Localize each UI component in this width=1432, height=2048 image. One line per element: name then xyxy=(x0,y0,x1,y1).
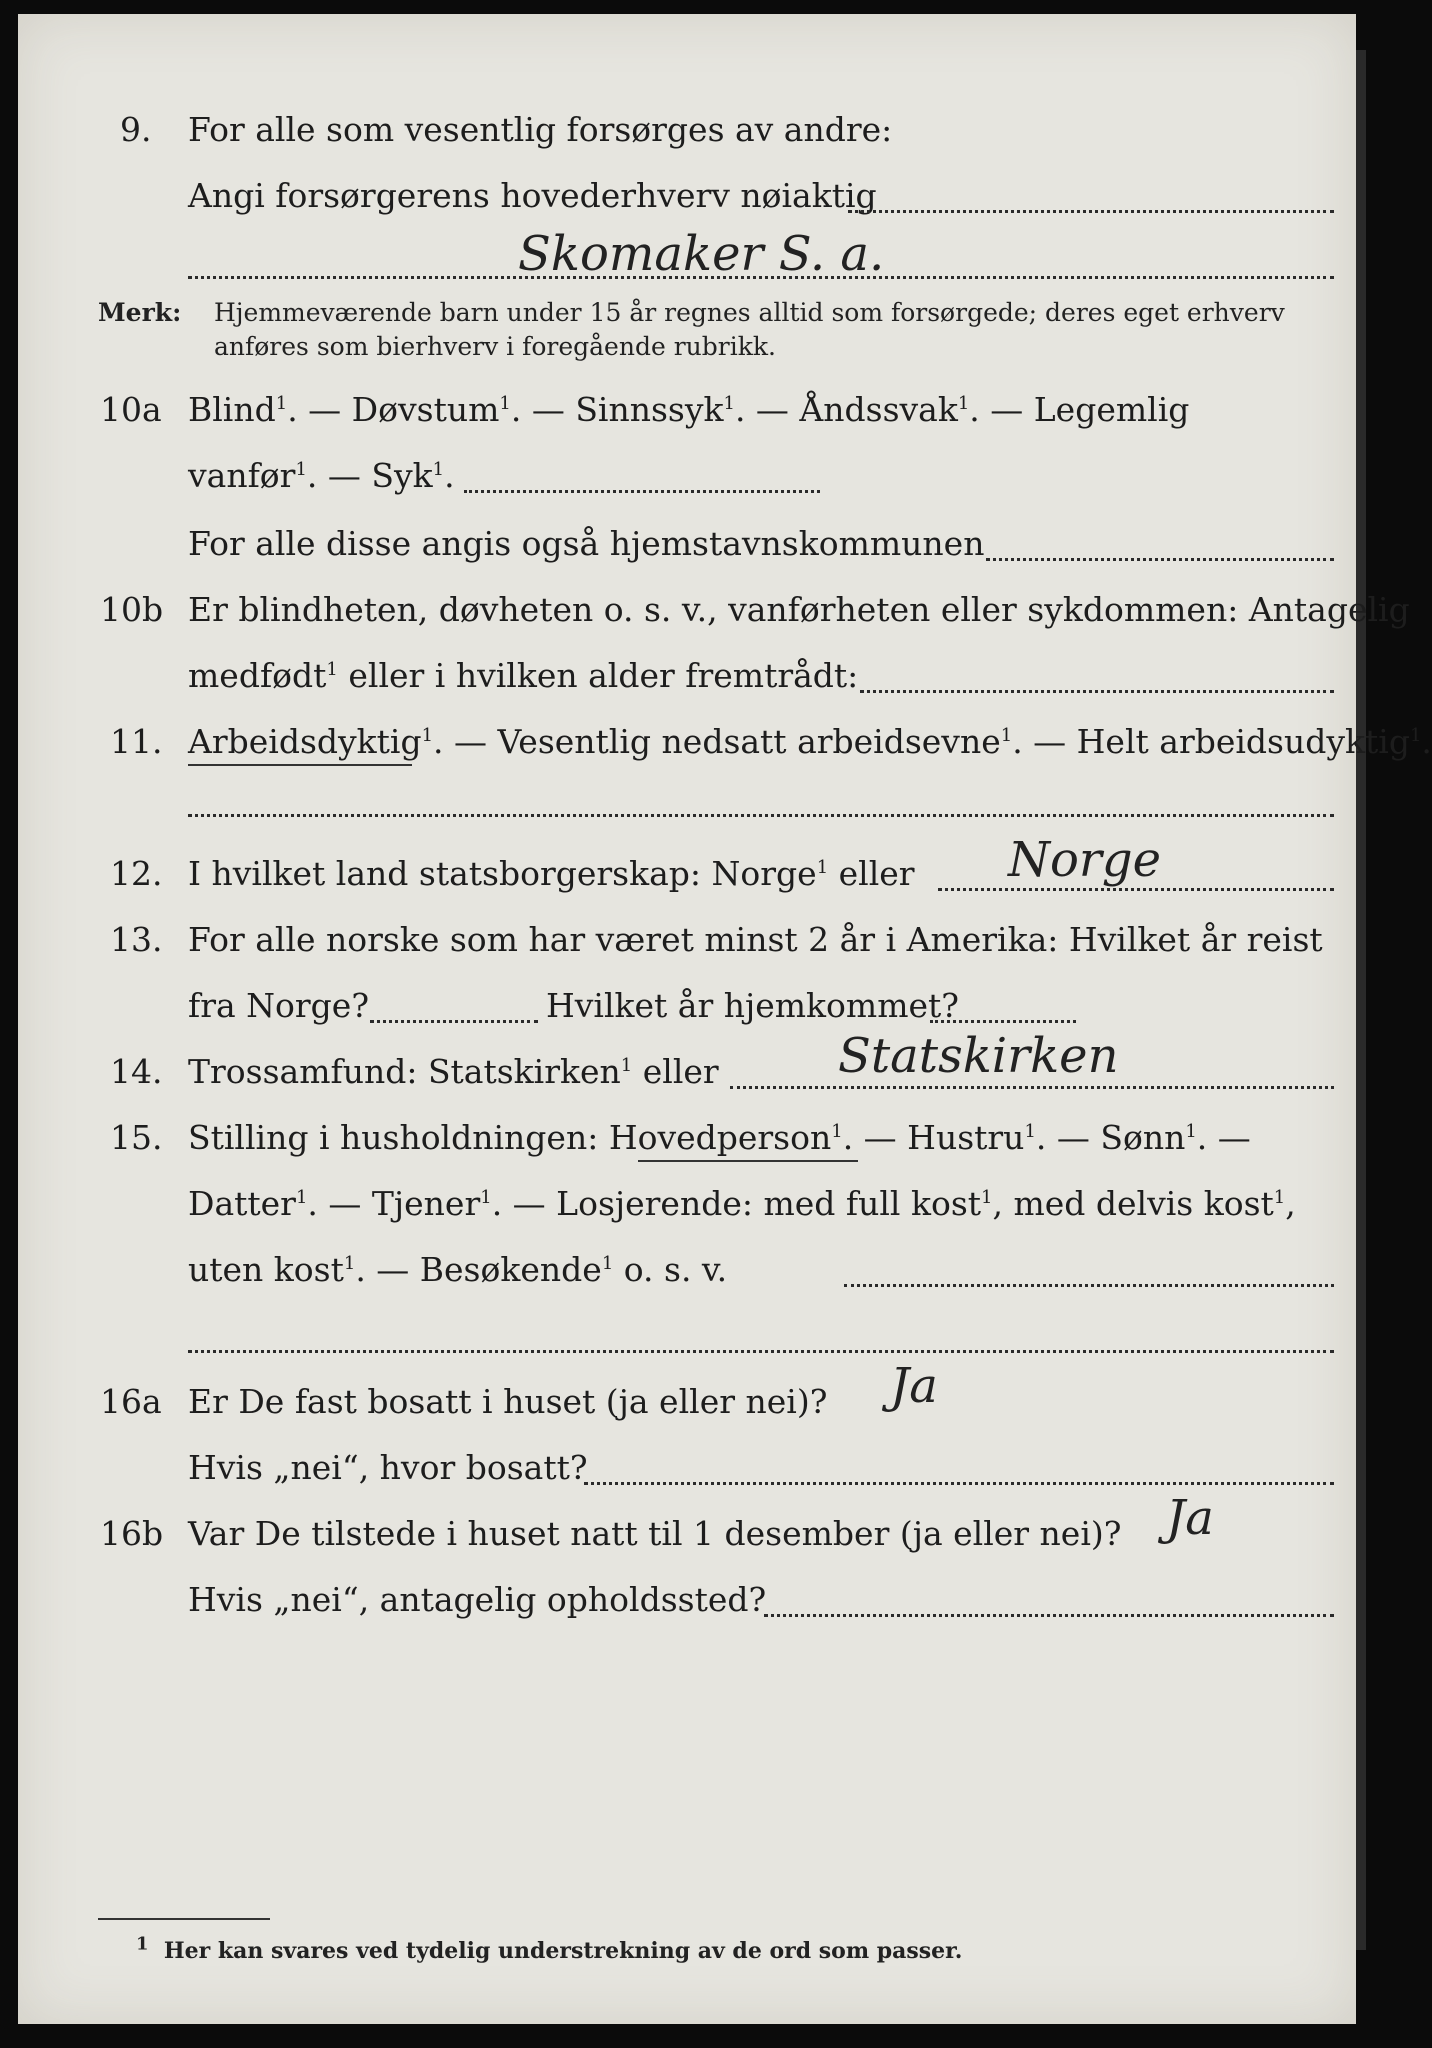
q16a-handwritten-answer: Ja xyxy=(890,1358,938,1414)
q16b-line1: Var De tilstede i huset natt til 1 desember (ja eller nei)? xyxy=(188,1514,1122,1553)
q16b-handwritten-answer: Ja xyxy=(1166,1490,1214,1546)
q13-line1: For alle norske som har været minst 2 år i Amerika: Hvilket år reist xyxy=(188,920,1323,959)
q16b-line2: Hvis „nei“, antagelig opholdssted? xyxy=(188,1580,767,1619)
q11-underline xyxy=(188,764,412,766)
q9-answer-line xyxy=(848,210,1334,213)
q11-number: 11. xyxy=(110,722,163,761)
q10b-line2: medfødt$^1$ eller i hvilken alder fremtrådt: xyxy=(188,656,859,695)
q13-answer-line-1 xyxy=(370,1020,538,1023)
q15-line3: uten kost$^1$. — Besøkende$^1$ o. s. v. xyxy=(188,1250,728,1289)
q13-number: 13. xyxy=(110,920,163,959)
q15-number: 15. xyxy=(110,1118,163,1157)
q10a-line2: vanfør$^1$. — Syk$^1$. xyxy=(188,456,455,495)
q15-line1: Stilling i husholdningen: Hovedperson$^1$. — Hustru$^1$. — Sønn$^1$. — xyxy=(188,1118,1251,1157)
q15-answer-line-2 xyxy=(188,1350,1334,1353)
q10a-answer-line xyxy=(464,490,820,493)
census-form-page xyxy=(18,14,1432,2024)
footnote-rule xyxy=(98,1918,270,1920)
q13-answer-line-2 xyxy=(930,1020,1076,1023)
q9-number: 9. xyxy=(120,110,152,149)
q9-text: For alle som vesentlig forsørges av andre: xyxy=(188,110,893,149)
q16b-number: 16b xyxy=(100,1514,164,1553)
q16a-number: 16a xyxy=(100,1382,162,1421)
q14-handwritten-answer: Statskirken xyxy=(838,1028,1119,1084)
q10a-line1: Blind$^1$. — Døvstum$^1$. — Sinnssyk$^1$. — Åndssvak$^1$. — Legemlig xyxy=(188,390,1190,429)
q16a-line2: Hvis „nei“, hvor bosatt? xyxy=(188,1448,588,1487)
q9-answer-line-2 xyxy=(188,276,1334,279)
q11-line1: Arbeidsdyktig$^1$. — Vesentlig nedsatt arbeidsevne$^1$. — Helt arbeidsudyktig$^1$. xyxy=(188,722,1432,761)
q14-line1: Trossamfund: Statskirken$^1$ eller xyxy=(188,1052,719,1091)
q16b-answer-line xyxy=(764,1614,1334,1617)
note-label: Merk: xyxy=(98,298,182,327)
q15-line2: Datter$^1$. — Tjener$^1$. — Losjerende: med full kost$^1$, med delvis kost$^1$, xyxy=(188,1184,1296,1223)
note-line1: Hjemmeværende barn under 15 år regnes alltid som forsørgede; deres eget erhverv xyxy=(214,298,1285,327)
q12-handwritten-answer: Norge xyxy=(1008,832,1161,888)
q11-answer-line xyxy=(188,814,1334,817)
q15-underline xyxy=(638,1160,858,1162)
note-line2: anføres som bierhverv i foregående rubrikk. xyxy=(214,332,776,361)
q10b-line1: Er blindheten, døvheten o. s. v., vanførheten eller sykdommen: Antagelig xyxy=(188,590,1410,629)
q10b-answer-line xyxy=(860,690,1334,693)
q10a-line3: For alle disse angis også hjemstavnskommunen xyxy=(188,524,985,563)
q16a-line1: Er De fast bosatt i huset (ja eller nei)? xyxy=(188,1382,828,1421)
footnote: $^1$ Her kan svares ved tydelig understrekning av de ord som passer. xyxy=(136,1933,963,1964)
q14-answer-line xyxy=(730,1086,1334,1089)
q13-line2a: fra Norge? xyxy=(188,986,370,1025)
q14-number: 14. xyxy=(110,1052,163,1091)
page-edge xyxy=(1356,50,1366,1950)
q10b-number: 10b xyxy=(100,590,164,629)
q10a-number: 10a xyxy=(100,390,162,429)
q12-number: 12. xyxy=(110,854,163,893)
q10a-answer-line-2 xyxy=(986,558,1334,561)
q9-handwritten-answer: Skomaker S. a. xyxy=(518,226,885,282)
q13-line2b: Hvilket år hjemkommet? xyxy=(546,986,959,1025)
q16a-answer-line xyxy=(584,1482,1334,1485)
q12-answer-line xyxy=(938,888,1334,891)
q12-line1: I hvilket land statsborgerskap: Norge$^1$ eller xyxy=(188,854,915,893)
q9-line2: Angi forsørgerens hovederhverv nøiaktig xyxy=(188,176,877,215)
q15-answer-line xyxy=(844,1284,1334,1287)
